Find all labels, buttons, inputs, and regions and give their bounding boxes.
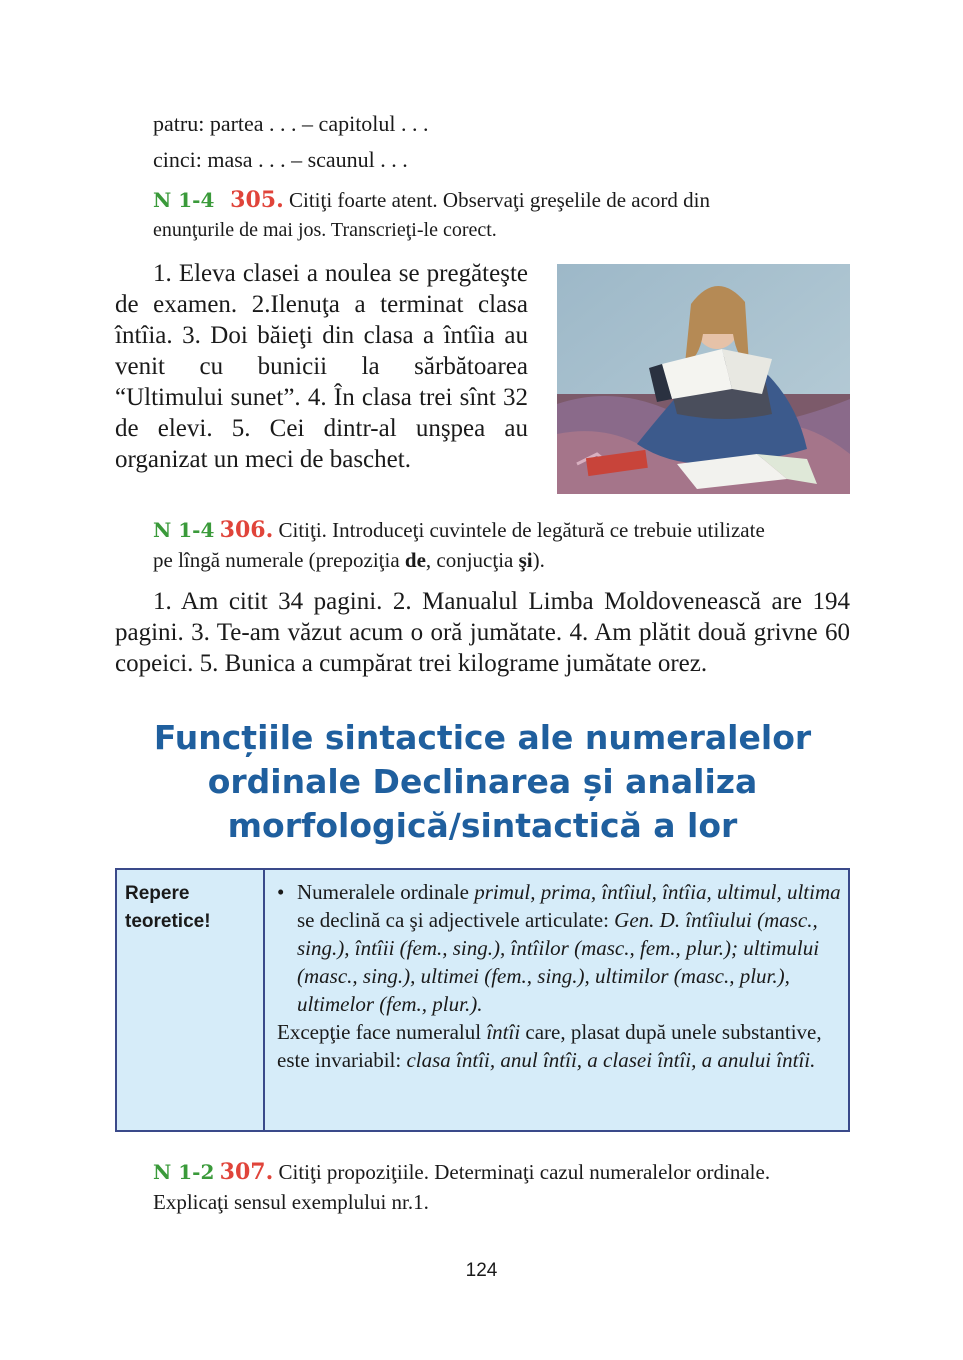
exercise-307-instruction-cont: Explicaţi sensul exemplului nr.1.	[153, 1190, 429, 1214]
exercise-306-instruction-cont: pe lîngă numerale (prepoziţia de, conjucţia şi).	[153, 548, 545, 572]
page-number: 124	[465, 1260, 498, 1281]
theory-paragraph-2: Excepţie face numeralul întîi care, plasat după unele substantive, este invariabil: clasa întîi, anul întîi, a clasei întîi, a anului întîi.	[277, 1020, 822, 1072]
exercise-307-instruction: N 1-2 307. Citiţi propoziţiile. Determinaţi cazul numeralelor ordinale.	[153, 1159, 771, 1185]
bullet-icon: •	[277, 880, 285, 904]
exercise-305-instruction-cont: enunţurile de mai jos. Transcrieţi-le corect.	[153, 219, 497, 241]
exercise-305-text: 1. Eleva clasei a noulea se pregăteşte de examen. 2.Ilenuţa a terminat clasa întîia. 3. Doi băieţi din clasa a întîia au venit cu bunicii la sărbătoarea “Ultimului sunet”. 4. În clasa trei sînt 32 de elevi. 5. Cei dintr-al unşpea au organizat un meci de baschet.	[115, 260, 528, 473]
exercise-number: 307.	[219, 1159, 274, 1185]
exercise-number: 305.	[230, 187, 284, 213]
theory-paragraph-1: Numeralele ordinale primul, prima, întîiul, întîia, ultimul, ultima se declină ca şi adjectivele articulate: Gen. D. întîiului (masc., sing.), întîii (fem., sing.), întîilor (masc., fem., plur.); ultimului (masc., sing.), ultimei (fem., sing.), ultimilor (masc., plur.), ultimelor (fem., plur.).	[297, 880, 841, 1016]
theory-content	[277, 878, 842, 1074]
exercise-306-text: 1. Am citit 34 pagini. 2. Manualul Limba Moldovenească are 194 pagini. 3. Te-am văzut acum o oră jumătate. 4. Am plătit două grivne 60 copeici. 5. Bunica a cumpărat trei kilograme jumătate orez.	[115, 588, 850, 677]
girl-reading-photo	[557, 264, 850, 494]
level-tag: N 1-4	[153, 518, 215, 542]
exercise-306-instruction: N 1-4 306. Citiţi. Introduceţi cuvintele de legătură ce trebuie utilizate	[153, 517, 765, 543]
theory-box	[115, 868, 850, 1132]
exercise-305-instruction: N 1-4 305. Citiţi foarte atent. Observaţi greşelile de acord din	[153, 187, 710, 213]
theory-label: Repere teoretice!	[117, 870, 265, 1130]
section-heading: Funcțiile sintactice ale numeralelor ordinale Declinarea și analiza morfologică/sintactică a lor	[153, 718, 812, 845]
level-tag: N 1-4	[153, 188, 215, 212]
exercise-number: 306.	[219, 517, 274, 543]
list-line-patru: patru: partea . . . – capitolul . . .	[153, 111, 429, 136]
level-tag: N 1-2	[153, 1160, 215, 1184]
list-line-cinci: cinci: masa . . . – scaunul . . .	[153, 147, 408, 172]
